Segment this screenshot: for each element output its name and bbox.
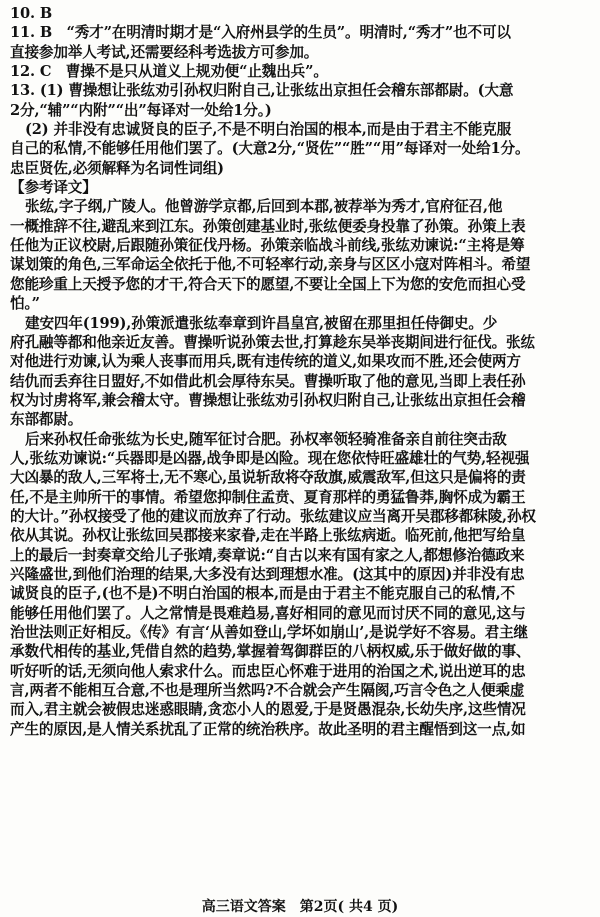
text-line: 能够任用他们罢了。人之常情是畏难趋易,喜好相同的意见而讨厌不同的意见,这与 bbox=[10, 604, 526, 622]
text-line: 诚贤良的臣子,(也不是)不明白治国的根本,而是由于君主不能克服自己的私情,不 bbox=[10, 585, 515, 603]
text-line: 东部都尉。 bbox=[10, 411, 83, 429]
text-line: (2) 并非没有忠诚贤良的臣子,不是不明白治国的根本,而是由于君主不能克服 bbox=[25, 121, 512, 139]
text-line: 10. B bbox=[10, 5, 53, 22]
text-line: 11. B “秀才”在明清时期才是“入府州县学的生员”。明清时,“秀才”也不可以 bbox=[10, 24, 511, 42]
text-line: 对他进行劝谏,认为乘人丧事而用兵,既有违传统的道义,如果攻而不胜,还会使两方 bbox=[10, 353, 521, 371]
text-line: 依从其说。孙权让张纮回吴郡接来家眷,走在半路上张纮病逝。临死前,他把写给皇 bbox=[10, 527, 526, 545]
text-line: 的大计。”孙权接受了他的建议而放弃了行动。张纮建议应当离开吴郡移都秣陵,孙权 bbox=[10, 507, 536, 525]
text-line: 后来孙权任命张纮为长史,随军征讨合肥。孙权率领轻骑准备亲自前往突击敌 bbox=[25, 430, 507, 448]
text-line: 任他为正议校尉,后跟随孙策征伐丹杨。孙策亲临战斗前线,张纮劝谏说:“主将是筹 bbox=[10, 237, 525, 255]
text-line: 一概推辞不往,避乱来到江东。孙策创建基业时,张纮便委身投靠了孙策。孙策上表 bbox=[10, 217, 526, 235]
text-line: 12. C 曹操不是只从道义上规劝便“止魏出兵”。 bbox=[10, 63, 328, 81]
page-footer: 高三语文答案 第2页( 共4 页) bbox=[201, 899, 399, 915]
text-line: 13. (1) 曹操想让张纮劝引孙权归附自己,让张纮出京担任会稽东部都尉。(大意 bbox=[10, 82, 514, 100]
text-line: 您能珍重上天授予您的才干,符合天下的愿望,不要让全国上下为您的安危而担心受 bbox=[10, 275, 526, 293]
answer-text-body bbox=[10, 4, 590, 739]
text-line: 建安四年(199),孙策派遣张纮奉章到许昌皇宫,被留在那里担任侍御史。少 bbox=[25, 314, 498, 332]
text-line: 人,张纮劝谏说:“兵器即是凶器,战争即是凶险。现在您依恃旺盛雄壮的气势,轻视强 bbox=[10, 449, 530, 467]
text-line: 【参考译文】 bbox=[10, 179, 97, 197]
text-line: 听好听的话,无须向他人索求什么。而忠臣心怀难于进用的治国之术,说出逆耳的忠 bbox=[10, 662, 526, 680]
text-line: 治世法则正好相反。《传》有言‘从善如登山,学坏如崩山’,是说学好不容易。君主继 bbox=[10, 624, 528, 641]
text-line: 张纮,字子纲,广陵人。他曾游学京都,后回到本郡,被荐举为秀才,官府征召,他 bbox=[25, 198, 503, 216]
text-line: 大凶暴的敌人,三军将士,无不寒心,虽说斩敌将夺敌旗,威震敌军,但这只是偏将的责 bbox=[10, 469, 526, 487]
text-line: 权为讨虏将军,兼会稽太守。曹操想让张纮劝引孙权归附自己,让张纮出京担任会稽 bbox=[10, 391, 526, 409]
text-line: 而入,君主就会被假忠迷惑眼睛,贪恋小人的恩爱,于是贤愚混杂,长幼失序,这些情况 bbox=[10, 701, 526, 719]
text-line: 承数代相传的基业,凭借自然的趋势,掌握着驾御群臣的八柄权威,乐于做好做的事、 bbox=[10, 643, 531, 661]
text-line: 直接参加举人考试,还需要经科考选拔方可参加。 bbox=[10, 43, 319, 61]
text-line: 结仇而丢弃往日盟好,不如借此机会厚待东吴。曹操听取了他的意见,当即上表任孙 bbox=[10, 372, 526, 390]
text-line: 谋划策的角色,三军命运全依托于他,不可轻率行动,亲身与区区小寇对阵相斗。希望 bbox=[10, 256, 531, 274]
text-line: 任,不是主帅所干的事情。希望您抑制住孟贲、夏育那样的勇猛鲁莽,胸怀成为霸王 bbox=[10, 488, 526, 506]
text-line: 言,两者不能相互合意,不也是理所当然吗?不合就会产生隔阂,巧言令色之人便乘虚 bbox=[10, 682, 525, 700]
text-line: 2分,“辅”“内附”“出”每译对一处给1分。) bbox=[10, 101, 272, 119]
text-line: 府孔融等都和他亲近友善。曹操听说孙策去世,打算趁东吴举丧期间进行征伐。张纮 bbox=[10, 333, 535, 351]
text-line: 忠臣贤佐,必须解释为名词性词组) bbox=[10, 159, 224, 177]
text-line: 自己的私情,不能够任用他们罢了。(大意2分,“贤佐”“胜”“用”每译对一处给1分。 bbox=[10, 140, 530, 158]
text-line: 上的最后一封奏章交给儿子张靖,奏章说:“自古以来有国有家之人,都想修治德政来 bbox=[10, 546, 525, 564]
text-line: 产生的原因,是人情关系扰乱了正常的统治秩序。故此圣明的君主醒悟到这一点,如 bbox=[10, 720, 526, 738]
text-line: 怕。” bbox=[10, 295, 40, 313]
text-line: 兴隆盛世,到他们治理的结果,大多没有达到理想水准。(这其中的原因)并非没有忠 bbox=[10, 565, 525, 583]
